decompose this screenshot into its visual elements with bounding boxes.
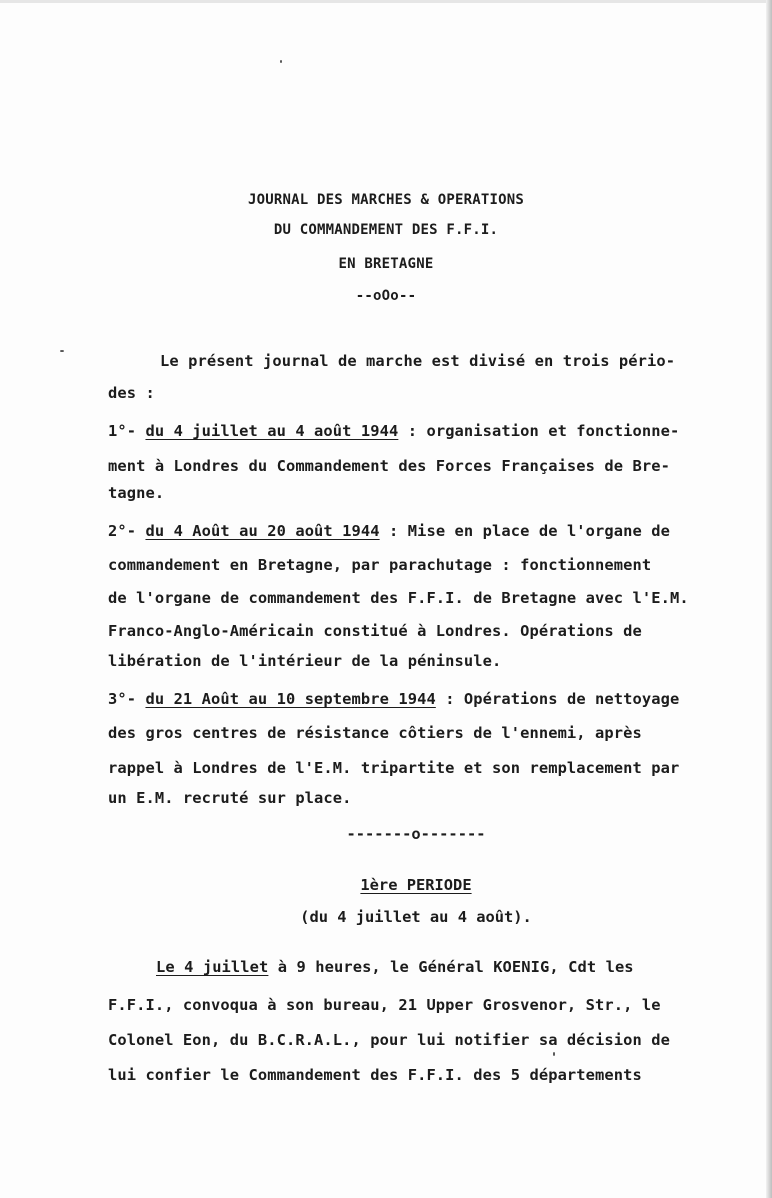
body-line-1-rest: à 9 heures, le Général KOENIG, Cdt les: [268, 958, 634, 976]
body-line-4: lui confier le Commandement des F.F.I. des 5 départements: [108, 1066, 642, 1084]
period-3-prefix: 3°-: [108, 690, 146, 708]
period-1-prefix: 1°-: [108, 422, 146, 440]
page-right-edge: [766, 0, 772, 1198]
page-top-edge: [0, 0, 772, 3]
period-3-line-2: des gros centres de résistance côtiers de l'ennemi, après: [108, 724, 642, 742]
period-1-dates: du 4 juillet au 4 août 1944: [145, 422, 399, 440]
intro-line-1: Le présent journal de marche est divisé en trois pério-: [160, 352, 676, 370]
intro-line-2: des :: [108, 384, 155, 402]
period-3-line-4: un E.M. recruté sur place.: [108, 789, 352, 807]
period-2-line-5: libération de l'intérieur de la péninsule.: [108, 652, 502, 670]
body-line-3: Colonel Eon, du B.C.R.A.L., pour lui notifier sa décision de: [108, 1031, 670, 1049]
header-title-line-2: DU COMMANDEMENT DES F.F.I.: [273, 222, 499, 238]
period-2-prefix: 2°-: [108, 522, 146, 540]
period-2-line-1-rest: : Mise en place de l'organe de: [379, 522, 670, 540]
header-ornament: --oOo--: [355, 288, 417, 304]
period-2-line-1: [108, 522, 748, 540]
period-2-dates: du 4 Août au 20 août 1944: [145, 522, 380, 540]
ink-speck: [280, 60, 282, 63]
period-2-line-2: commandement en Bretagne, par parachutage : fonctionnement: [108, 556, 652, 574]
period-1-line-1: [108, 422, 748, 440]
body-date: Le 4 juillet: [156, 958, 269, 976]
period-3-dates: du 21 Août au 10 septembre 1944: [145, 690, 436, 708]
period-3-line-3: rappel à Londres de l'E.M. tripartite et son remplacement par: [108, 759, 680, 777]
period-3-line-1-rest: : Opérations de nettoyage: [435, 690, 680, 708]
body-line-1: [156, 958, 772, 976]
section-title: [30, 876, 772, 894]
header-title-line-3: EN BRETAGNE: [338, 256, 434, 272]
header-title-line-1: JOURNAL DES MARCHES & OPERATIONS: [247, 192, 525, 208]
period-1-line-1-rest: : organisation et fonctionne-: [398, 422, 680, 440]
period-2-line-3: de l'organe de commandement des F.F.I. de Bretagne avec l'E.M.: [108, 589, 689, 607]
section-subtitle: (du 4 juillet au 4 août).: [300, 908, 532, 926]
ink-speck: [60, 350, 64, 352]
ink-speck: [553, 1052, 555, 1056]
section-separator: -------o-------: [346, 825, 486, 843]
section-title-text: 1ère PERIODE: [360, 876, 472, 894]
period-1-line-3: tagne.: [108, 484, 165, 502]
period-2-line-4: Franco-Anglo-Américain constitué à Londres. Opérations de: [108, 622, 642, 640]
period-3-line-1: [108, 690, 748, 708]
period-1-line-2: ment à Londres du Commandement des Forces Françaises de Bre-: [108, 457, 670, 475]
body-line-2: F.F.I., convoqua à son bureau, 21 Upper Grosvenor, Str., le: [108, 996, 661, 1014]
